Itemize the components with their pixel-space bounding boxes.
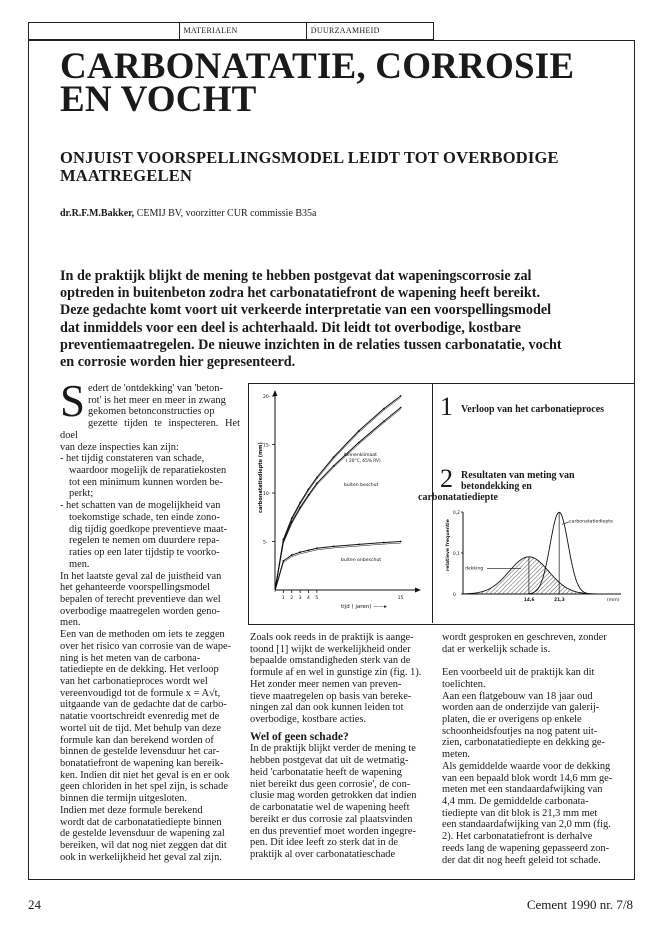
text-line: meten. (442, 749, 470, 761)
data-point (333, 465, 335, 467)
x-axis-arrow (415, 588, 421, 593)
figure-1-caption-text: Verloop van het carbonatieproces (461, 404, 605, 415)
x-axis-label: tijd ( jaren) ——▸ (341, 604, 387, 610)
text-line: toelichten. (442, 678, 486, 690)
text-line: Het zonder meer nemen van preven- (250, 678, 402, 690)
text-line: dig tijdig goedkope preventieve maat- (69, 523, 228, 535)
text-line: de gestelde levensduur de wapening zal (60, 828, 225, 840)
text-line: van het carbonatieproces wordt wel (60, 675, 208, 687)
text-line: bepaalde omstandigheden sterk van de (250, 655, 411, 667)
text-line: meten met een standaardafwijking van (442, 784, 603, 796)
text-line: Aan een flatgebouw van 18 jaar oud (442, 690, 593, 702)
y-tick-label: 0 (453, 593, 456, 598)
distribution-curve (463, 512, 621, 594)
text-line: In de praktijk blijkt verder de mening te (250, 743, 416, 755)
text-line: toond [1] wijkt de werkelijkheid onder (250, 643, 411, 655)
figure-2-caption-line: Resultaten van meting van (461, 470, 575, 481)
y-tick-label: 10- (263, 492, 271, 497)
text-line: edert de 'ontdekking' van 'beton- (88, 383, 223, 394)
y-tick-label: 20- (263, 395, 271, 400)
data-point (282, 541, 284, 543)
text-line: platen, die er overigens op enkele (442, 714, 582, 725)
series-label: dekking (465, 566, 484, 572)
text-line: ken. Indien dit niet het geval is en er ook (60, 769, 230, 781)
distribution-curve (463, 557, 621, 594)
text-line: dat er werkelijk schade is. (442, 643, 551, 655)
figure-1-caption (440, 392, 630, 425)
text-line: zien, carbonatatiediepte en dekking ge- (442, 737, 605, 749)
text-line: gekomen betonconstructies op (88, 406, 215, 418)
text-line: vereenvoudigd tot de formule x = A√t, (60, 687, 221, 699)
text-line: raties op een later tijdstip te voorko- (69, 547, 220, 559)
y-axis-arrow (273, 390, 278, 396)
series-label: buiten onbeschut (341, 557, 382, 563)
text-line: toekomstige schade, ten einde zono- (69, 511, 220, 523)
text-line: tiediepte van dit blok is 21,3 mm met (442, 807, 598, 819)
subtitle-line-2: MAATREGELEN (60, 166, 193, 185)
text-line: - het tijdig constateren van schade, (60, 453, 205, 465)
text-line: rot' is het meer en meer in zwang (88, 394, 226, 406)
series-line (275, 396, 401, 590)
text-line: bonatatiefront de wapening kan bereik- (60, 758, 224, 769)
text-line: ningen zal dan ook kunnen leiden tot (250, 702, 404, 714)
tag-materialen: MATERIALEN (180, 23, 307, 39)
text-line: van deze inspecties kan zijn: (60, 441, 179, 453)
y-tick-label: 0,1 (453, 552, 460, 557)
series-label: binnenklimaat (344, 453, 377, 459)
body-column-2 (250, 632, 428, 861)
x-tick-label: 14,6 (523, 598, 535, 603)
y-axis-label: carbonatatiediepte (mm) (258, 442, 264, 513)
text-line: reeds lang de wapening gepasseerd zon- (442, 842, 610, 854)
drop-cap: S (60, 376, 86, 426)
text-line: tatiediepte en de dekking. Het verloop (60, 664, 219, 676)
section-heading: Wel of geen schade? (250, 730, 349, 743)
text-line: 2). Het carbonatatiefront is derhalve (442, 831, 593, 843)
text-line: regelen te nemen om duurdere repa- (69, 535, 220, 547)
figure-2-caption (418, 464, 630, 503)
text-line: men. (60, 617, 81, 629)
text-line: Indien met deze formule berekend (60, 804, 203, 816)
journal-issue: Cement 1990 nr. 7/8 (526, 897, 633, 912)
text-line: uitgaande van de gedachte dat de carbo- (60, 699, 227, 711)
data-point (308, 494, 310, 496)
data-point (400, 407, 402, 409)
y-axis-label: relatieve frequentie (446, 519, 451, 571)
author-name: dr.R.F.M.Bakker, (60, 208, 135, 219)
x-tick-label: 5 (315, 596, 319, 601)
tag-blank (29, 23, 180, 39)
text-line: geen chloriden in het spel zijn, is schade (60, 781, 228, 793)
text-line: tieve maatregelen op basis van bereke- (250, 690, 412, 702)
byline (60, 208, 317, 219)
text-line: - het schatten van de mogelijkheid van (60, 500, 221, 512)
text-line: het gehanteerde voorspellingsmodel (60, 582, 211, 594)
text-line: praktijk al over carbonatatieschade (250, 848, 396, 860)
text-line: perkt; (69, 488, 94, 500)
text-line: Als gemiddelde waarde voor de dekking (442, 760, 611, 772)
text-line: tot een minimum kunnen worden be- (69, 476, 223, 488)
x-tick-label: 15 (397, 596, 404, 601)
series-line-shadow (275, 409, 401, 591)
data-point (383, 408, 385, 410)
data-point (291, 554, 293, 556)
series-label: ( 20°C, 65% RV) (346, 459, 381, 465)
data-point (400, 395, 402, 397)
series-label: carbonatatiediepte (569, 519, 613, 525)
text-line: ning is het meten van de carbona- (60, 652, 201, 664)
data-point (282, 560, 284, 562)
figure-1-number: 1 (440, 392, 453, 421)
text-line: en dus preventief moet worden ingegre- (250, 825, 416, 837)
data-point (308, 549, 310, 551)
x-axis-label: (mm) (607, 598, 620, 603)
x-tick-label: 3 (298, 596, 302, 601)
x-tick-label: 2 (290, 596, 294, 601)
series-line-shadow (275, 398, 401, 592)
data-point (358, 442, 360, 444)
subtitle-line-1: ONJUIST VOORSPELLINGSMODEL LEIDT TOT OVERBODIGE (60, 148, 559, 167)
text-line: worden aan de onderzijde van galerij- (442, 702, 600, 714)
x-tick-label: 21,3 (554, 598, 565, 603)
tag-duurzaamheid: DUURZAAMHEID (310, 26, 380, 35)
text-line: de carbonatatie wel de wapening heeft (250, 802, 410, 814)
text-line: bepalen of terecht preventieve dan wel (60, 593, 221, 605)
figure-1-chart (249, 384, 432, 622)
y-tick-label: 15- (263, 443, 271, 449)
data-point (291, 517, 293, 519)
figure-2-caption-line: carbonatatiediepte (418, 492, 498, 503)
text-line: gezette tijden te inspecteren. Het doel (60, 418, 240, 441)
text-line: waardoor mogelijk de reparatiekosten (69, 465, 227, 477)
text-line: Een voorbeeld uit de praktijk kan dit (442, 667, 595, 679)
x-tick-label: 1 (281, 596, 285, 601)
article-title (60, 46, 620, 120)
figure-2-number: 2 (440, 464, 453, 493)
text-line: een standaardafwijking van 2,0 mm (fig. (442, 819, 611, 831)
data-point (316, 482, 318, 484)
series-line-shadow (275, 543, 401, 592)
text-line: overbodige, kostbare acties. (250, 714, 366, 726)
text-line: over het risico van corrosie van de wape- (60, 640, 232, 652)
data-point (333, 545, 335, 547)
data-point (299, 507, 301, 509)
data-point (333, 456, 335, 458)
lead-line: preventiemaatregelen. De nieuwe inzichten in de relaties tussen carbonatatie, vocht (60, 336, 562, 353)
text-line: 4,4 mm. De gemiddelde carbonata- (442, 796, 589, 808)
body-column-3 (442, 632, 618, 866)
author-affiliation: CEMIJ BV, voorzitter CUR commissie B35a (134, 208, 317, 219)
text-line: overbodige maatregelen worden geno- (60, 605, 221, 617)
data-point (358, 544, 360, 546)
series-label: buiten beschut (344, 483, 379, 489)
body-column-1 (60, 376, 240, 863)
data-point (308, 488, 310, 490)
data-point (358, 430, 360, 432)
text-line: ook in werkelijkheid het geval zal zijn. (60, 851, 222, 863)
data-point (400, 541, 402, 543)
text-line: bereikt er dus corrosie zal plaatsvinden (250, 813, 413, 825)
text-line: men. (69, 558, 90, 570)
text-line: der dat dit nog heeft geleid tot schade. (442, 854, 601, 866)
lead-line: optreden in buitenbeton zodra het carbonatatiefront de wapening heeft bereikt. (60, 285, 540, 302)
series-line (275, 408, 401, 590)
text-line: formule af en wel in gunstige zin (fig. 1). (250, 667, 422, 679)
x-tick-label: 4 (307, 596, 310, 601)
page-number: 24 (28, 897, 41, 912)
text-line: heid 'carbonatatie heeft de wapening (250, 766, 402, 778)
data-point (383, 542, 385, 544)
data-point (291, 521, 293, 523)
text-line: formule kan dan berekend worden of (60, 734, 214, 746)
text-line: wortel uit de tijd. Met behulp van deze (60, 722, 222, 734)
title-line-1: CARBONATATIE, CORROSIE (60, 46, 575, 87)
data-point (299, 502, 301, 504)
lead-line: Deze gedachte komt voort uit verkeerde interpretatie van een voorspellingsmodel (60, 302, 552, 319)
text-line: clusie mag worden getrokken dat indien (250, 790, 417, 802)
article-subtitle (60, 149, 620, 185)
text-line: binnen die termijn uitgesloten. (60, 793, 187, 805)
data-point (299, 551, 301, 553)
text-line: wordt dat de carbonatatiediepte binnen (60, 816, 222, 828)
text-line: pen. Dit idee leeft zo sterk dat in de (250, 837, 399, 849)
text-line: Zoals ook reeds in de praktijk is aange- (250, 632, 414, 643)
y-tick-label: 5- (263, 540, 268, 546)
lead-line: In de praktijk blijkt de mening te hebben postgevat dat wapeningscorrosie zal (60, 268, 532, 284)
lead-paragraph (60, 268, 620, 371)
data-point (316, 547, 318, 549)
data-point (383, 420, 385, 422)
data-point (316, 477, 318, 479)
title-line-2: EN VOCHT (60, 79, 257, 120)
text-line: niet bereikt dus geen corrosie', de con- (250, 778, 411, 790)
text-line: In het laatste geval zal de juistheid van (60, 570, 222, 582)
text-line: hebben postgevat dat uit de wetmatig- (250, 755, 409, 767)
text-line: van een bepaald blok wordt 14,6 mm ge- (442, 772, 613, 784)
figure-2-chart (433, 506, 633, 622)
lead-line: en corrosie worden hier gepresenteerd. (60, 354, 296, 371)
lead-line: dat inmiddels voor een deel is achterhaald. Dit leidt tot overbodige, kostbare (60, 319, 521, 336)
y-tick-label: 0,2 (453, 511, 460, 516)
text-line: Een van de methoden om iets te zeggen (60, 629, 225, 641)
figure-2-caption-line: betondekking en (461, 481, 532, 492)
text-line: wordt gesproken en geschreven, zonder (442, 632, 607, 643)
text-line: binnen de gestelde levensduur het car- (60, 746, 220, 758)
series-line (275, 542, 401, 591)
text-line: schoonheidsfoutjes na nog patent uit- (442, 725, 598, 737)
section-tag-bar (28, 22, 434, 40)
label-leader (562, 522, 569, 524)
text-line: natatie voortschreidt evenredig met de (60, 711, 220, 723)
text-line: bereiken, wil dat nog niet zeggen dat dit (60, 840, 227, 852)
